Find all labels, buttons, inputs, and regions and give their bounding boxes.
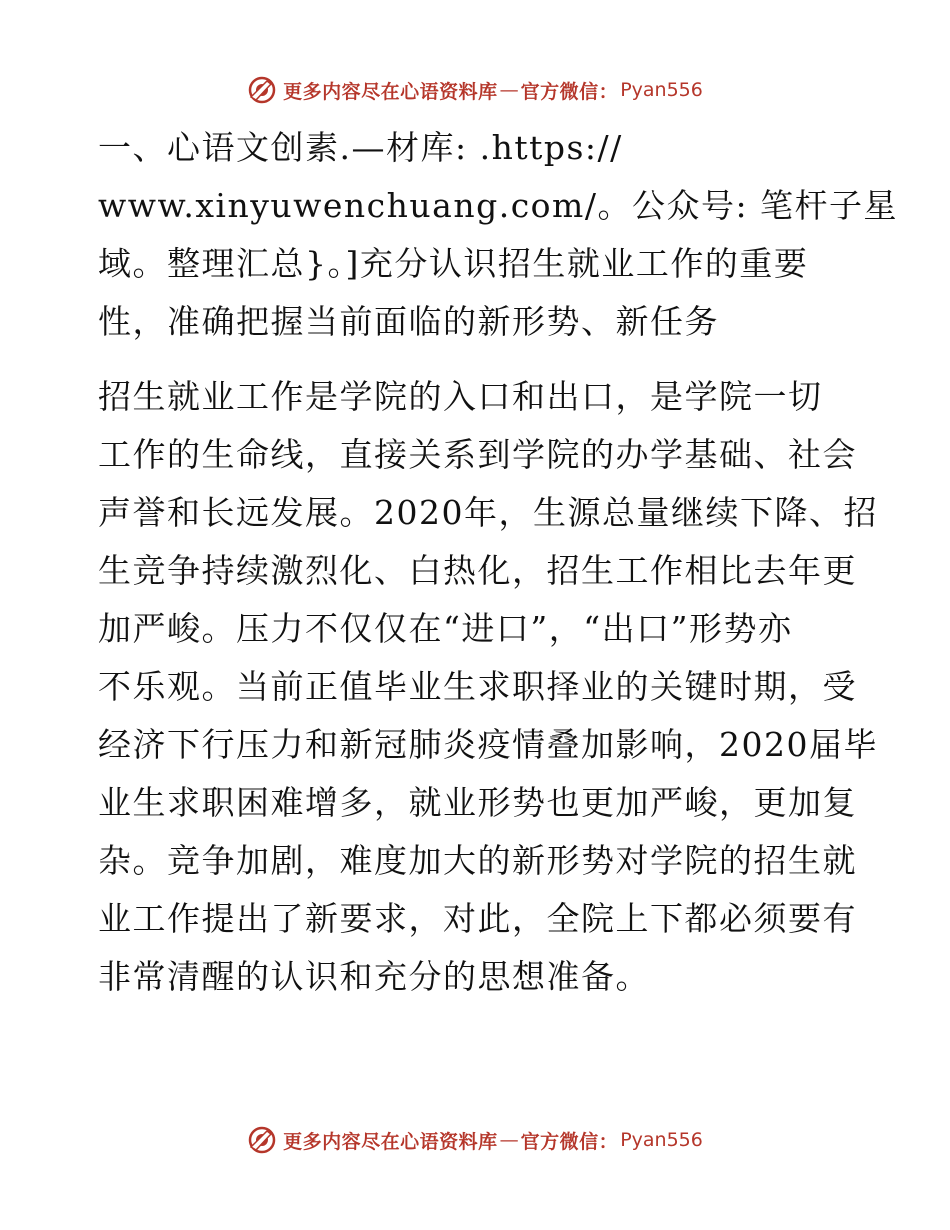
body-line-3: 声誉和长远发展。2020年，生源总量继续下降、招 xyxy=(98,493,878,532)
body-line-5: 加严峻。压力不仅仅在“进口”，“出口”形势亦 xyxy=(98,609,793,648)
heading-line-1: 一、心语文创素.—材库: .https:// xyxy=(98,128,623,167)
body-line-2: 工作的生命线，直接关系到学院的办学基础、社会 xyxy=(98,435,857,474)
heading-line-4: 性，准确把握当前面临的新形势、新任务 xyxy=(98,302,719,341)
banner-account: Pyan556 xyxy=(620,79,703,101)
xinyu-logo-icon xyxy=(247,1125,277,1155)
body-line-10: 业工作提出了新要求，对此，全院上下都必须要有 xyxy=(98,899,857,938)
banner-wechat-label: 官方微信： xyxy=(520,1130,619,1153)
body-line-9: 杂。竞争加剧，难度加大的新形势对学院的招生就 xyxy=(98,841,857,880)
body-line-1: 招生就业工作是学院的入口和出口，是学院一切 xyxy=(98,377,823,416)
header-banner xyxy=(0,70,950,110)
banner-main-text: 更多内容尽在心语资料库 xyxy=(283,80,498,103)
body-line-4: 生竞争持续激烈化、白热化，招生工作相比去年更 xyxy=(98,551,857,590)
body-line-8: 业生求职困难增多，就业形势也更加严峻，更加复 xyxy=(98,783,857,822)
banner-main-text: 更多内容尽在心语资料库 xyxy=(283,1130,498,1153)
banner-wechat-label: 官方微信： xyxy=(520,80,619,103)
banner-dash: — xyxy=(499,79,519,101)
body-line-7: 经济下行压力和新冠肺炎疫情叠加影响，2020届毕 xyxy=(98,725,878,764)
heading-line-3: 域。整理汇总}。]充分认识招生就业工作的重要 xyxy=(98,244,809,283)
body-line-11: 非常清醒的认识和充分的思想准备。 xyxy=(98,957,650,996)
banner-account: Pyan556 xyxy=(620,1129,703,1151)
footer-banner xyxy=(0,1120,950,1160)
body-line-6: 不乐观。当前正值毕业生求职择业的关键时期，受 xyxy=(98,667,857,706)
xinyu-logo-icon xyxy=(247,75,277,105)
banner-dash: — xyxy=(499,1129,519,1151)
heading-line-2: www.xinyuwenchuang.com/。公众号: 笔杆子星 xyxy=(98,186,899,225)
